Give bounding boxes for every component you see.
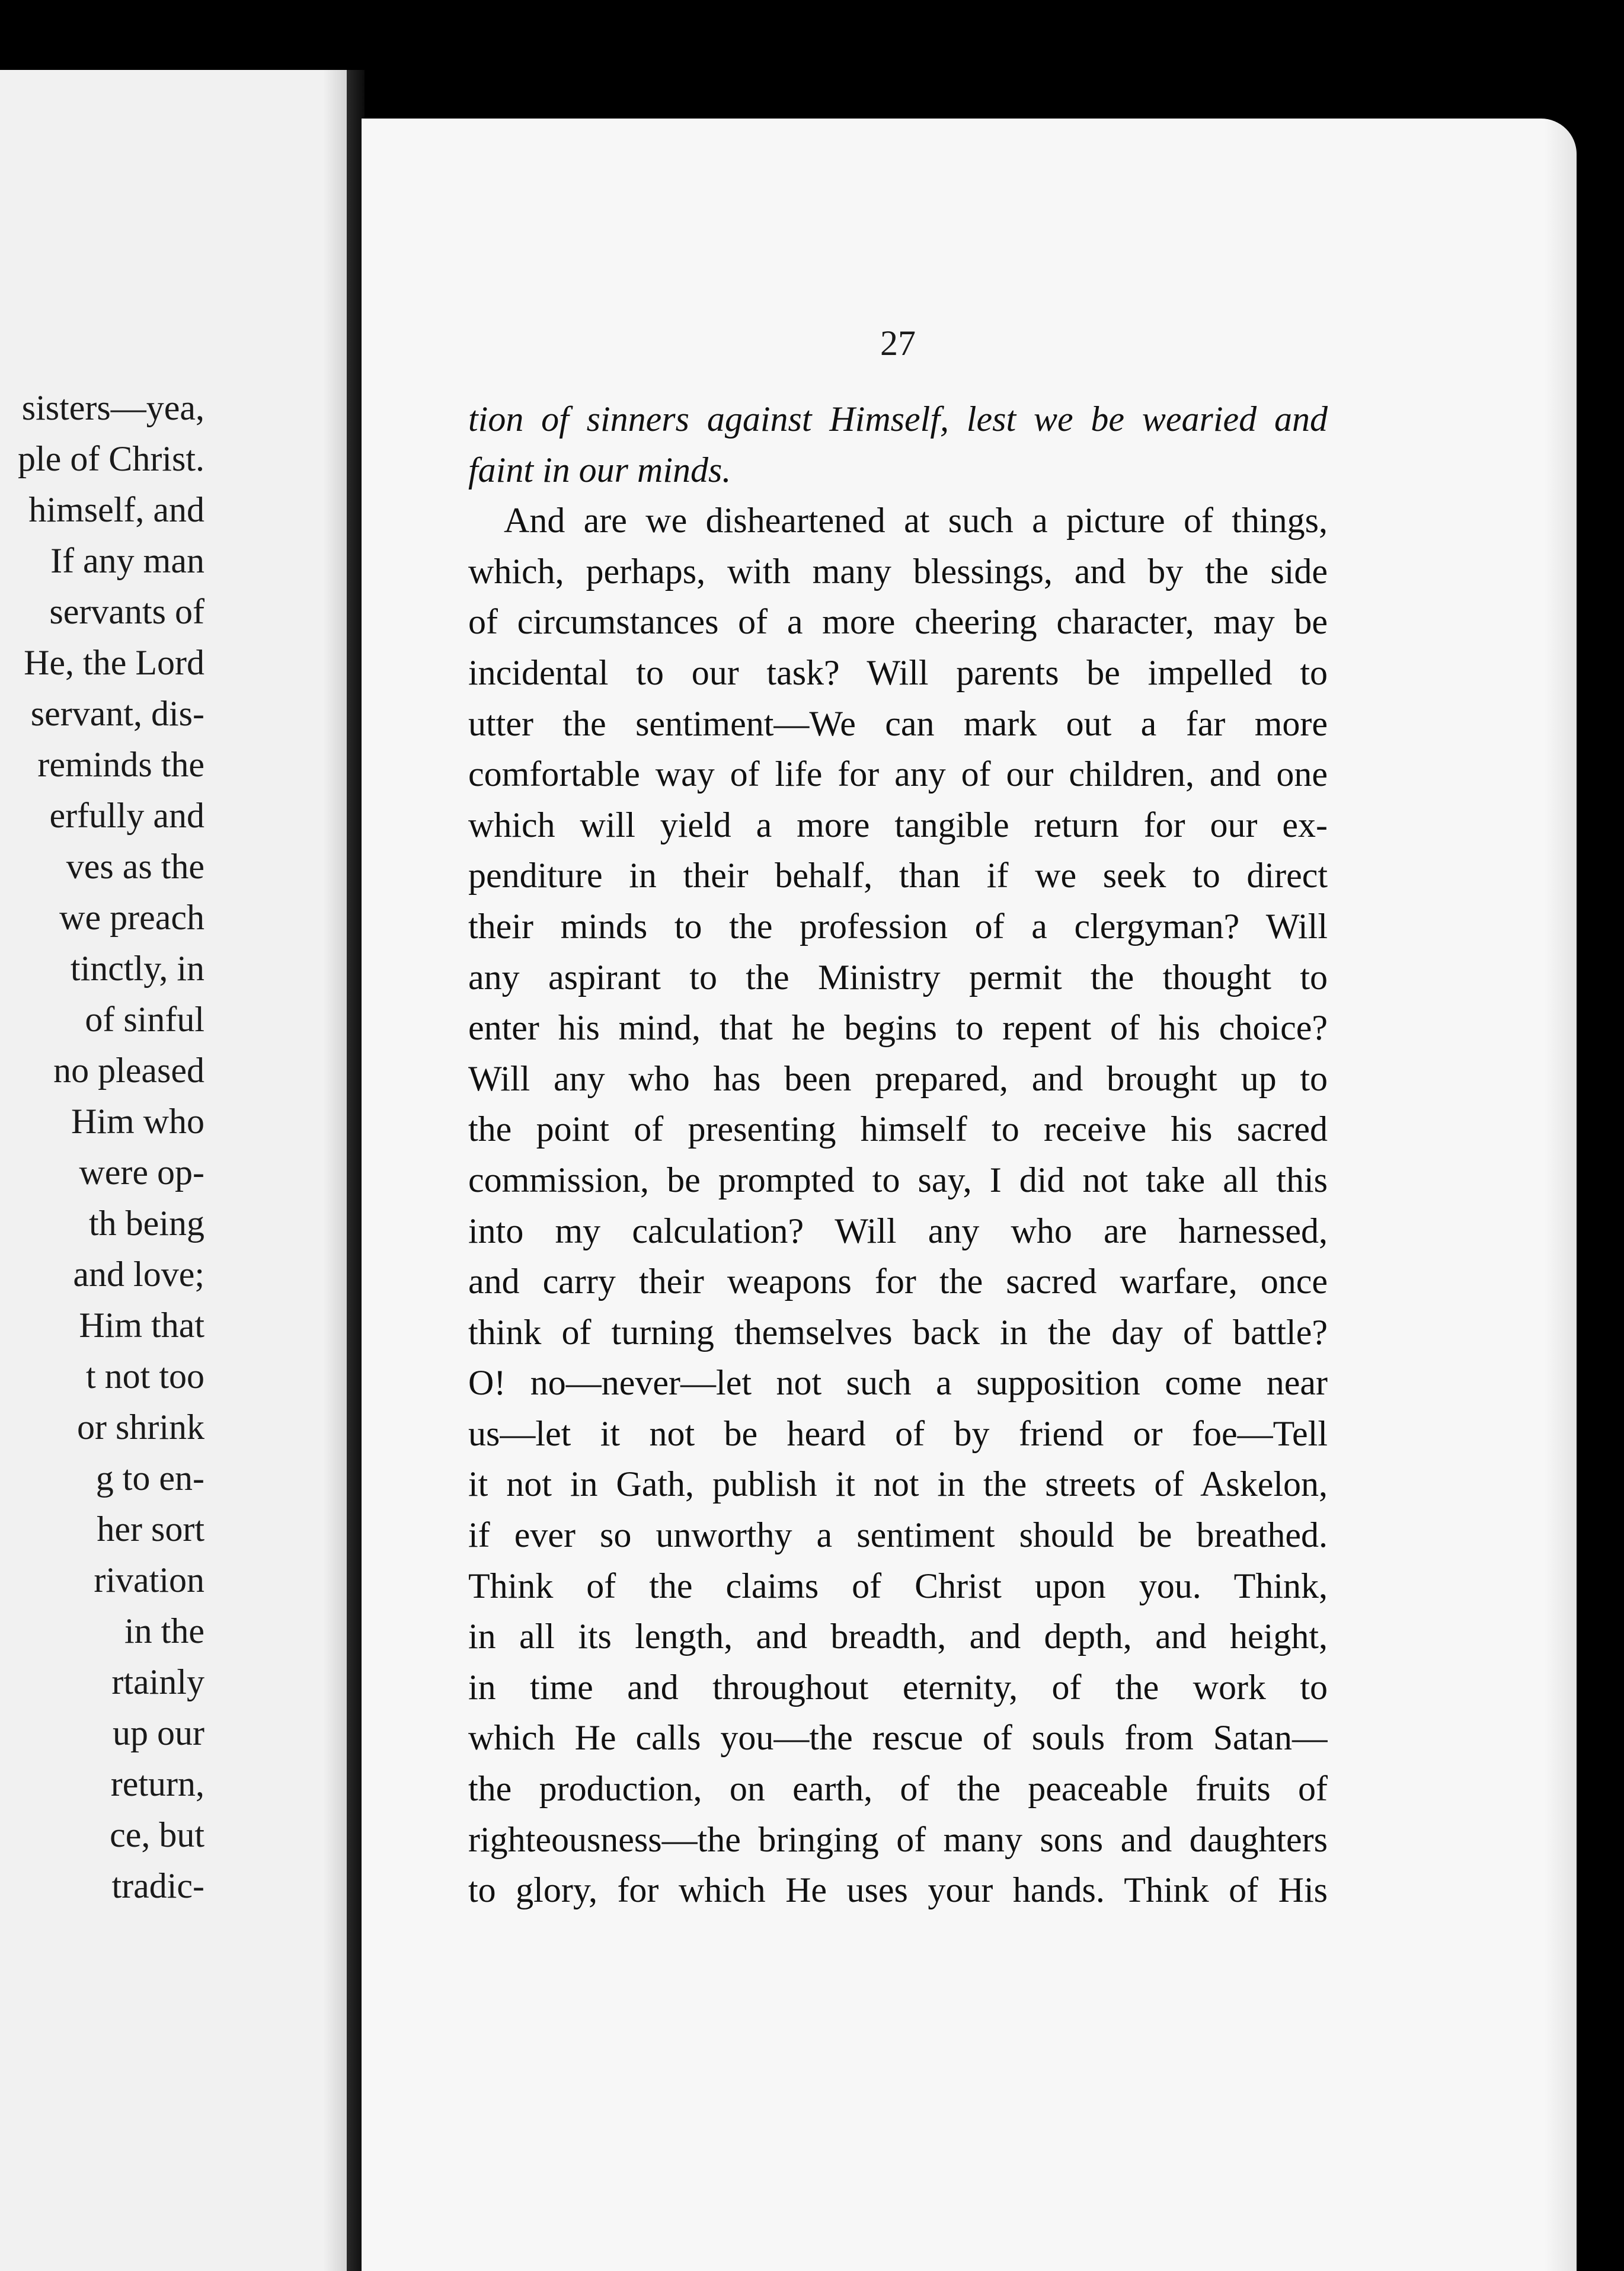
body-line: Think of the claims of Christ upon you. Think,: [468, 1566, 1328, 1605]
left-page-line: servant, dis-: [30, 694, 204, 733]
left-page-line: ple of Christ.: [18, 439, 204, 478]
left-page-line: rivation: [94, 1560, 204, 1600]
body-line: And are we disheartened at such a picture of things,: [504, 501, 1328, 540]
left-page-line: erfully and: [49, 796, 204, 835]
left-page-line: Him who: [71, 1102, 204, 1141]
left-page-line: ves as the: [66, 847, 204, 886]
left-page-line: were op-: [79, 1153, 204, 1192]
left-page-line: reminds the: [37, 745, 204, 784]
left-page-line: tinctly, in: [70, 949, 204, 988]
left-page-line: g to en-: [95, 1458, 204, 1498]
body-line: us—let it not be heard of by friend or foe—Tell: [468, 1413, 1328, 1453]
left-page-line: or shrink: [77, 1408, 204, 1447]
left-page-line: we preach: [59, 898, 204, 937]
left-page-line: th being: [89, 1204, 204, 1243]
body-line: commission, be prompted to say, I did not take all this: [468, 1160, 1328, 1200]
body-line: faint in our minds.: [468, 450, 731, 490]
left-page-line: rtainly: [111, 1662, 204, 1701]
body-line: penditure in their behalf, than if we seek to direct: [468, 856, 1328, 895]
body-line: tion of sinners against Himself, lest we be wearied and: [468, 399, 1328, 439]
body-line: which He calls you—the rescue of souls from Satan—: [468, 1718, 1328, 1758]
left-page-line: of sinful: [85, 1000, 204, 1039]
left-page-line: He, the Lord: [24, 643, 204, 682]
body-line: it not in Gath, publish it not in the streets of Askelon,: [468, 1464, 1328, 1504]
left-page-line: himself, and: [28, 490, 204, 529]
body-line: the production, on earth, of the peaceable fruits of: [468, 1769, 1328, 1809]
left-page-line: If any man: [50, 541, 204, 580]
left-page-line: ce, but: [110, 1815, 204, 1854]
body-line: utter the sentiment—We can mark out a far more: [468, 703, 1328, 743]
body-line: to glory, for which He uses your hands. Think of His: [468, 1870, 1328, 1910]
left-page-line: t not too: [85, 1357, 204, 1396]
body-line: comfortable way of life for any of our children, and one: [468, 754, 1328, 794]
left-page-line: up our: [113, 1713, 204, 1752]
body-line: any aspirant to the Ministry permit the thought to: [468, 957, 1328, 997]
body-line: Will any who has been prepared, and brought up to: [468, 1058, 1328, 1098]
body-line: if ever so unworthy a sentiment should be breathed.: [468, 1515, 1328, 1555]
body-line: into my calculation? Will any who are harnessed,: [468, 1211, 1328, 1250]
left-page-line: return,: [110, 1764, 204, 1803]
left-page-shadow: [323, 70, 347, 2271]
right-page-edge: [1544, 119, 1577, 2271]
body-line: their minds to the profession of a clergyman? Will: [468, 906, 1328, 946]
left-page-line: sisters—yea,: [21, 388, 204, 427]
body-line: of circumstances of a more cheering character, may be: [468, 602, 1328, 642]
body-line: which will yield a more tangible return for our ex-: [468, 805, 1328, 845]
body-line: think of turning themselves back in the day of battle?: [468, 1312, 1328, 1352]
body-line: in all its length, and breadth, and depth, and height,: [468, 1617, 1328, 1656]
left-page-line: and love;: [73, 1255, 204, 1294]
body-line: the point of presenting himself to receive his sacred: [468, 1109, 1328, 1149]
left-page-text: [0, 382, 204, 1911]
left-page: [0, 70, 350, 2271]
left-page-line: no pleased: [53, 1051, 204, 1090]
body-line: O! no—never—let not such a supposition come near: [468, 1363, 1328, 1403]
left-page-line: servants of: [49, 592, 204, 631]
left-page-line: Him that: [79, 1306, 204, 1345]
left-page-line: in the: [124, 1611, 204, 1651]
left-page-line: her sort: [97, 1509, 204, 1549]
body-line: enter his mind, that he begins to repent of his choice?: [468, 1008, 1328, 1048]
body-text: [468, 394, 1328, 1916]
body-line: which, perhaps, with many blessings, and by the side: [468, 551, 1328, 591]
left-page-line: tradic-: [111, 1866, 204, 1905]
body-line: incidental to our task? Will parents be impelled to: [468, 652, 1328, 692]
body-line: in time and throughout eternity, of the work to: [468, 1667, 1328, 1707]
body-line: righteousness—the bringing of many sons and daughters: [468, 1819, 1328, 1859]
body-line: and carry their weapons for the sacred warfare, once: [468, 1262, 1328, 1301]
page-number: 27: [880, 324, 916, 363]
